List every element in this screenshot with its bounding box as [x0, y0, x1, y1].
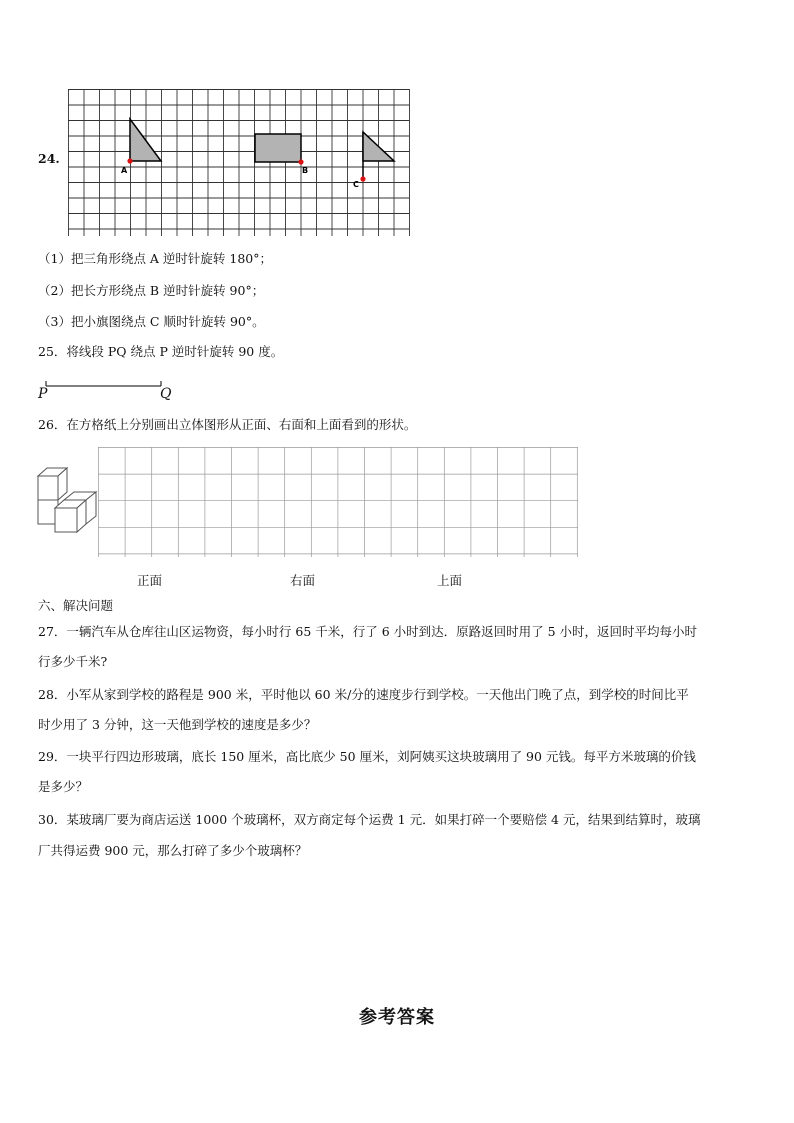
q24-task-2: （2）把长方形绕点 B 逆时针旋转 90°； [38, 283, 265, 298]
rotation-grid [68, 89, 410, 237]
q29-line-2: 是多少？ [38, 779, 89, 794]
label-p: P [38, 386, 48, 402]
q27-line-1: 27．一辆汽车从仓库往山区运物资，每小时行 65 千米，行了 6 小时到达．原路返回时用了 5 小时，返回时平均每小时 [38, 624, 698, 639]
q24-task-3: （3）把小旗图绕点 C 顺时针旋转 90°。 [38, 314, 265, 329]
point-b-dot [298, 159, 303, 164]
question-26-text: 26．在方格纸上分别画出立体图形从正面、右面和上面看到的形状。 [38, 417, 417, 432]
grid-lines [68, 89, 410, 236]
triangle-shape [130, 119, 161, 161]
q27-line-2: 行多少千米? [38, 654, 108, 669]
view-label-right: 右面 [290, 573, 316, 588]
drawing-grid [98, 447, 580, 558]
view-label-top: 上面 [437, 573, 463, 588]
cube-stack-figure [36, 464, 100, 536]
q30-line-1: 30．某玻璃厂要为商店运送 1000 个玻璃杯，双方商定每个运费 1 元．如果打碎一个要赔偿 4 元，结果到结算时，玻璃 [38, 812, 701, 827]
q30-line-2: 厂共得运费 900 元，那么打碎了多少个玻璃杯？ [38, 843, 308, 858]
point-a-dot [127, 158, 132, 163]
point-c-dot [360, 176, 365, 181]
q28-line-2: 时少用了 3 分钟，这一天他到学校的速度是多少？ [38, 717, 317, 732]
q29-line-1: 29．一块平行四边形玻璃，底长 150 厘米，高比底少 50 厘米，刘阿姨买这块玻璃用了 90 元钱。每平方米玻璃的价钱 [38, 749, 696, 764]
point-c-label: C [353, 180, 359, 189]
q24-task-1: （1）把三角形绕点 A 逆时针旋转 180°； [38, 251, 273, 266]
point-b-label: B [302, 166, 309, 175]
view-label-front: 正面 [137, 573, 163, 588]
label-q: Q [160, 386, 172, 402]
point-a-label: A [121, 166, 128, 175]
answer-title: 参考答案 [359, 1007, 435, 1028]
rectangle-shape [255, 134, 301, 162]
section-title: 六、解决问题 [38, 598, 114, 613]
question-24-number: 24. [38, 151, 60, 166]
drawing-grid-lines [98, 447, 578, 557]
q28-line-1: 28．小军从家到学校的路程是 900 米，平时他以 60 米/分的速度步行到学校。一天他出门晚了点，到学校的时间比平 [38, 687, 689, 702]
question-25-text: 25．将线段 PQ 绕点 P 逆时针旋转 90 度。 [38, 344, 284, 359]
